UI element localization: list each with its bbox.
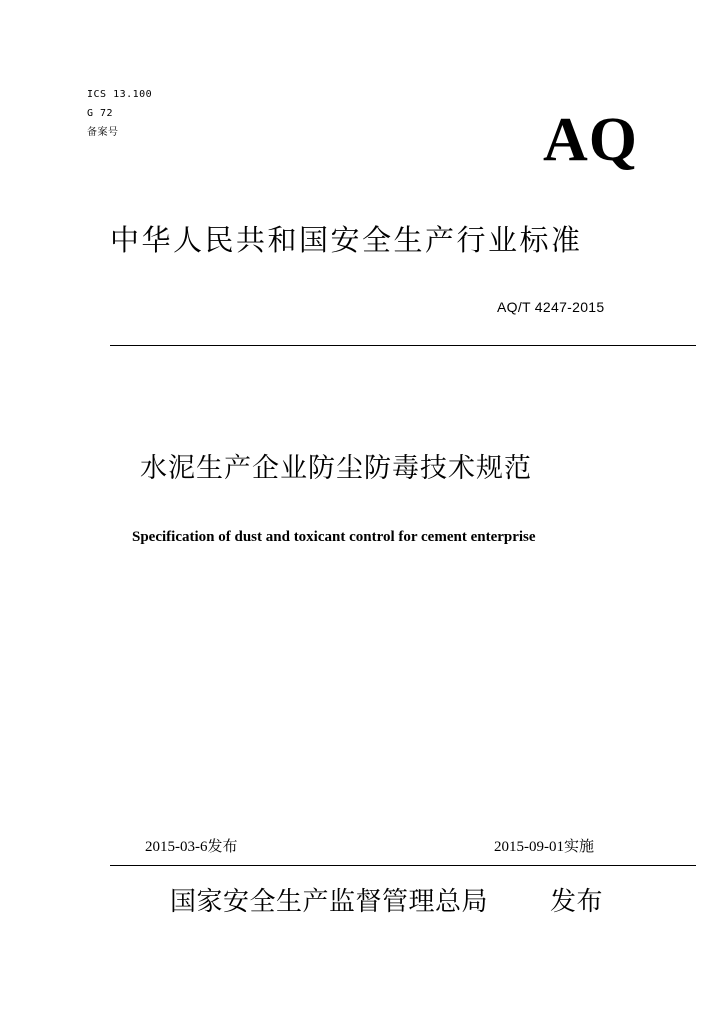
classification-code: G 72 — [87, 108, 114, 119]
record-number-label: 备案号 — [87, 127, 119, 138]
implementation-date: 2015-09-01实施 — [494, 839, 594, 855]
document-title-english: Specification of dust and toxicant control for cement enterprise — [132, 529, 536, 545]
issue-date: 2015-03-6发布 — [145, 839, 238, 855]
document-title-chinese: 水泥生产企业防尘防毒技术规范 — [140, 453, 532, 484]
standard-number: AQ/T 4247-2015 — [497, 299, 605, 315]
aq-logo: AQ — [543, 106, 638, 174]
issue-verb: 发布 — [550, 887, 604, 917]
top-divider — [110, 345, 696, 346]
standard-type-title: 中华人民共和国安全生产行业标准 — [110, 223, 583, 257]
bottom-divider — [110, 865, 696, 866]
ics-code: ICS 13.100 — [87, 89, 153, 100]
issuing-authority: 国家安全生产监督管理总局 — [170, 887, 489, 917]
